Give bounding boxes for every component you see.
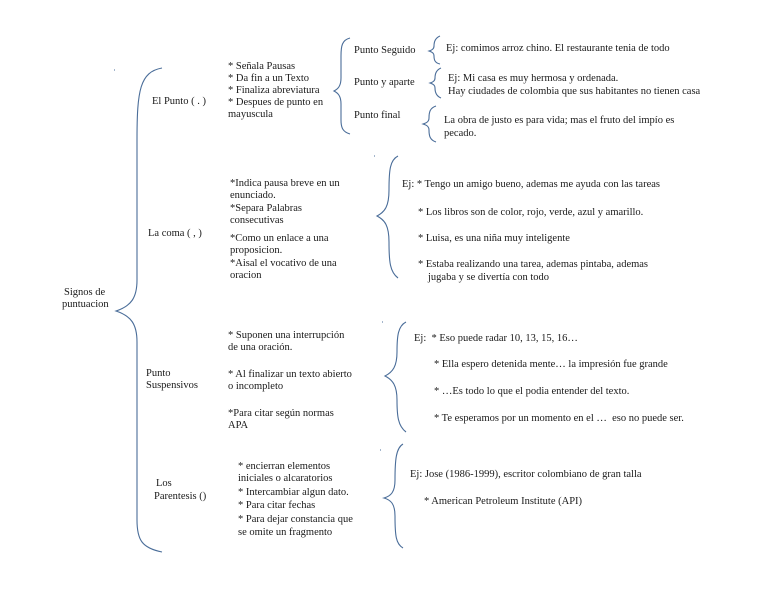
feature-line: o incompleto: [228, 381, 284, 392]
example-line: * Ella espero detenida mente… la impresión fue grande: [434, 359, 668, 370]
feature-line: * Finaliza abreviatura: [228, 85, 320, 96]
example-line: Ej: * Eso puede radar 10, 13, 15, 16…: [414, 333, 578, 344]
root-label-line: puntuacion: [62, 299, 109, 310]
feature-line: consecutivas: [230, 215, 284, 226]
example-line: Ej: * Tengo un amigo bueno, ademas me ayuda con las tareas: [402, 179, 660, 190]
feature-line: * Intercambiar algun dato.: [238, 487, 349, 498]
feature-line: iniciales o alcaratorios: [238, 473, 333, 484]
example-line: * Estaba realizando una tarea, ademas pintaba, ademas: [418, 259, 649, 270]
example-line: * Te esperamos por un momento en el … eso no puede ser.: [434, 413, 684, 424]
example-line: La obra de justo es para vida; mas el fruto del impío es: [444, 115, 675, 126]
section-title-suspensivos: Punto: [146, 368, 171, 379]
feature-line: * Suponen una interrupción: [228, 330, 345, 341]
feature-line: *Separa Palabras: [230, 203, 303, 214]
example-line: * American Petroleum Institute (API): [424, 496, 583, 507]
feature-line: *Como un enlace a una: [230, 233, 329, 244]
example-line: * …Es todo lo que el podia entender del texto.: [434, 386, 630, 397]
example-line: * Los libros son de color, rojo, verde, azul y amarillo.: [418, 207, 644, 218]
feature-line: * Da fin a un Texto: [228, 73, 310, 84]
root-label-line: Signos de: [64, 287, 106, 298]
feature-line: * encierran elementos: [238, 461, 331, 472]
final-brace: [423, 106, 436, 142]
example-line: Ej: Mi casa es muy hermosa y ordenada.: [448, 73, 619, 84]
feature-line: * Para citar fechas: [238, 500, 316, 511]
subtype-punto-final: Punto final: [354, 110, 401, 121]
punto-brace: [334, 38, 350, 134]
feature-line: oracion: [230, 270, 262, 281]
subtype-punto-aparte: Punto y aparte: [354, 77, 415, 88]
seguido-brace: [429, 36, 440, 64]
subtype-punto-seguido: Punto Seguido: [354, 45, 416, 56]
feature-line: * Señala Pausas: [228, 61, 296, 72]
feature-line: proposicion.: [230, 245, 283, 256]
feature-line: *Para citar según normas: [228, 408, 334, 419]
example-line: Ej: comimos arroz chino. El restaurante tenia de todo: [446, 43, 670, 54]
feature-line: * Al finalizar un texto abierto: [228, 369, 352, 380]
feature-line: mayuscula: [228, 109, 273, 120]
feature-line: * Para dejar constancia que: [238, 514, 353, 525]
example-line: * Luisa, es una niña muy inteligente: [418, 233, 570, 244]
example-line: Hay ciudades de colombia que sus habitantes no tienen casa: [448, 86, 701, 97]
suspensivos-examples-brace: [385, 322, 406, 432]
aparte-brace: [430, 68, 441, 98]
parentesis-examples-brace: [384, 444, 403, 548]
section-title-parentesis: Parentesis (): [154, 491, 207, 502]
section-title-punto: El Punto ( . ): [152, 96, 206, 107]
section-title-suspensivos: Suspensivos: [146, 380, 198, 391]
feature-line: * Despues de punto en: [228, 97, 324, 108]
feature-line: enunciado.: [230, 190, 276, 201]
section-title-coma: La coma ( , ): [148, 228, 202, 239]
coma-examples-brace: [377, 156, 398, 278]
feature-line: APA: [228, 420, 249, 431]
feature-line: se omite un fragmento: [238, 527, 333, 538]
feature-line: *Indica pausa breve en un: [230, 178, 340, 189]
section-title-parentesis: Los: [156, 478, 172, 489]
feature-line: *Aisal el vocativo de una: [230, 258, 337, 269]
feature-line: de una oración.: [228, 342, 293, 353]
example-line: Ej: Jose (1986-1999), escritor colombiano de gran talla: [410, 469, 642, 480]
example-line: pecado.: [444, 128, 477, 139]
example-line: jugaba y se divertía con todo: [428, 272, 550, 283]
